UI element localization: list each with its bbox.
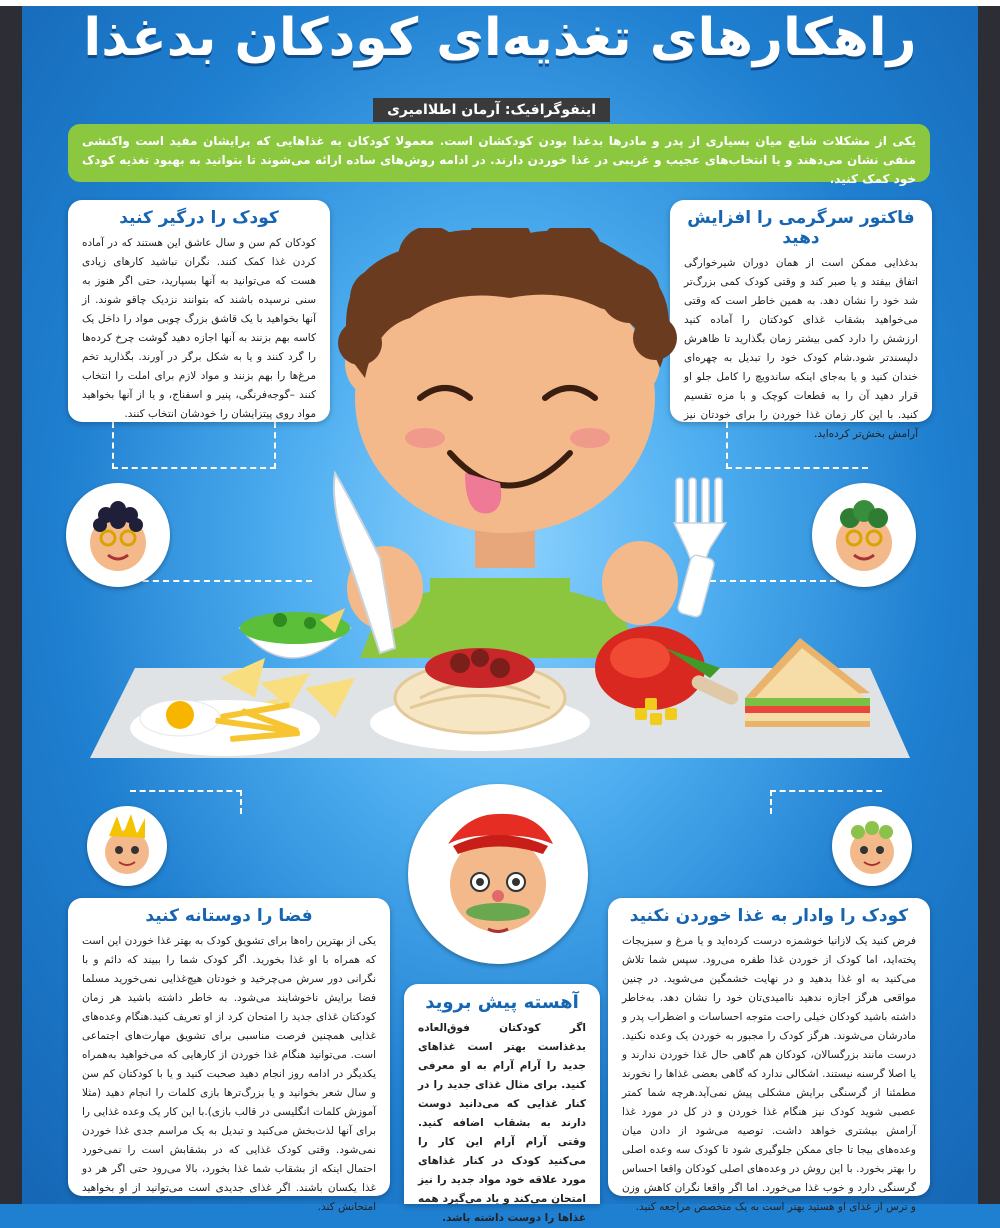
- food-face-plate-peppers: [87, 806, 167, 886]
- frame-right: [978, 0, 1000, 1204]
- eggs: [140, 700, 220, 736]
- card-title: فضا را دوستانه کنید: [145, 906, 313, 926]
- sandwich: [745, 638, 870, 727]
- card-title: آهسته پیش بروید: [425, 992, 579, 1013]
- food-face-plate-center: [408, 784, 588, 964]
- spaghetti-plate: [395, 648, 565, 733]
- card-dont-force: [608, 898, 930, 1213]
- card-body: یکی از بهترین راه‌ها برای تشویق کودک به بهتر غذا خوردن این است که همراه با او غذا بخورید. اگر کودک شما را ببیند که دائم و با نگرانی دور سرش می‌چرخید و خودتان هیچ‌غذایی نمی‌خورید مسلما فضا برایش ناخوشایند می‌شود. به خاطر داشته باشید هر زمان کودکتان غذای جدید را امتحان کرد از او تعریف کنید.هنگام وعده‌های غذایی همچنین فرصت مناسبی برای تشویق مهارت‌های اجتماعی است. می‌توانید هنگام غذا خوردن از کارهایی که می‌خواهید به‌همراه یکدیگر در ادامه روز انجام دهید صحبت کنید و یا با کودکتان کم سن و سال شعر بخوانید و یا بزرگ‌ترها بازی کلمات را انجام دهید (مثلا آموزش کلمات انگلیسی در قالب بازی).با این کار یک وعده غذایی را برای آنها لذت‌بخش می‌کنید و تبدیل به یک مراسم جدی غذا خوردن نمی‌شود. وقتی کودک غذایی که در بشقابش است را نمی‌خورد احتمال اینکه از بشقاب شما غذا بخورد، بالا می‌رود حتی اگر هر دو غذا یکسان باشند. اگر غذای جدیدی است می‌توانید از او بخواهید امتحانش کند.: [82, 935, 376, 1213]
- page-title: راهکارهای تغذیه‌ای کودکان بدغذا: [83, 8, 917, 68]
- card-body: اگر کودکتان فوق‌العاده بدغذاست بهتر است غذاهای جدید را آرام آرام به او معرفی کنید. برای مثال غذای جدید را در کنار غذایی که می‌دانید دوست دارند به بشقاب اضافه کنید. وقتی آرام آرام این کار را می‌کنید کودک در کنار غذاهای مورد علاقه خود مواد جدید را نیز امتحان می‌کند و یاد می‌گیرد همه غذاها را دوست داشته باشد.: [418, 1022, 586, 1224]
- card-body: فرض کنید یک لازانیا خوشمزه درست کرده‌اید و یا مرغ و سبزیجات پخته‌اید، اما کودک از خوردن غذا طفره می‌رود. سپس شما تلاش می‌کنید به او غذا بدهید و در نهایت خشمگین می‌شوید. در چنین مواقعی هرگز اجازه ندهید ناامیدی‌تان خود را نشان دهد. به‌خاطر داشته باشید کودکان خیلی راحت متوجه احساسات و اضطراب پدر و مادرشان می‌شوند. هرگز کودک را مجبور به خوردن یک وعده نکنید. درست مانند بزرگسالان، کودکان هم گاهی حال غذا خوردن ندارند و یا اصلا گرسنه نیستند. اشکالی ندارد که گاهی بعضی غذاها را نخورند مطمئنا از گرسنگی برایش مشکلی پیش نمی‌آید.هرچه شما کمتر عصبی شوید کودک نیز هنگام غذا خوردن و در کل در مورد غذا آرامش بیشتری خواهد داشت. توصیه می‌شود از دادن میان وعده‌های بیجا تا جای ممکن جلوگیری شود تا کودک سه وعده اصلی را بهتر بخورد. با این روش در وعده‌های اصلی کودکان واقعا احساس گرسنگی دارد و خوب غذا می‌خورد. اما اگر واقعا نگران کاهش وزن و ترس از غذای او هستید بهتر است به یک متخصص مراجعه کنید.: [622, 935, 916, 1213]
- card-go-slow: [404, 984, 600, 1224]
- food-face-plate-cucumber: [832, 806, 912, 886]
- card-title: کودک را وادار به غذا خوردن نکنید: [629, 906, 909, 926]
- food-face-plate-blueberry: [66, 483, 170, 587]
- fork-icon: [674, 478, 726, 618]
- frame-left: [0, 0, 22, 1204]
- card-title: کودک را درگیر کنید: [119, 208, 279, 228]
- guacamole-bowl: [240, 608, 350, 658]
- card-friendly-atmosphere: [68, 898, 390, 1213]
- card-title: فاکتور سرگرمی را افزایش دهید: [687, 208, 915, 248]
- boy-eating-illustration: [80, 228, 920, 788]
- right-hand: [602, 541, 678, 625]
- boy-face: [338, 228, 677, 568]
- food-face-plate-greens: [812, 483, 916, 587]
- frame-top: [0, 0, 1000, 6]
- intro-box: یکی از مشکلات شایع میان بسیاری از پدر و مادرها بدغذا بودن کودکشان است. معمولا کودکان به غذاهایی که برایشان مفید است واکنشی منفی نشان می‌دهند و یا انتخاب‌های عجیب و غریبی در غذا خوردن دارند. در ادامه روش‌های ساده ارائه می‌شوند تا بتوانید به بهبود تغذیه کودک خود کمک کنید.: [68, 124, 930, 182]
- chicken-leg: [595, 626, 741, 710]
- byline: اینفوگرافیک: آرمان اطلاامیری: [373, 98, 610, 122]
- card-body: کودکان کم سن و سال عاشق این هستند که در آماده کردن غذا کمک کنند. نگران نباشید کارهای زیادی هست که می‌توانید به آنها بسپارید، حتی اگر هنوز به سنی نرسیده باشند که بتوانند نزدیک چاقو شوند. از آنها بخواهید با یک قاشق بزرگ چوبی مواد را داخل یک کاسه بهم بزنند به آنها اجازه دهید گوشت چرخ کرده‌ها را گرد کنند و یا به شکل برگر در آورند. بگذارید تخم مرغ‌ها را بهم بزنند و مواد لازم برای املت را انتخاب کنند –گوجه‌فرنگی، پنیر و اسفناج، و یا از آنها بخواهید مواد روی پیتزایشان را خودشان انتخاب کنند.: [82, 237, 316, 420]
- card-body: بدغذایی ممکن است از همان دوران شیرخوارگی اتفاق بیفتد و یا صبر کند و وقتی کودک کمی بزرگ‌تر شد خود را نشان دهد. به همین خاطر است که وقتی می‌خواهید بشقاب غذای کودکتان را آماده کنید ارزشش را دارد کمی بیشتر زمان بگذارید تا ظاهرش دلپسندتر شود.شام کودک خود را تبدیل به چهره‌ای خندان کنید و یا به‌جای اینکه ساندویچ را کامل جلو او قرار دهید آن را به قطعات کوچک و با مزه تقسیم کنید. با این کار زمان غذا خوردن را برای خودتان نیز آرامش بخش‌تر کرده‌اید.: [684, 257, 918, 440]
